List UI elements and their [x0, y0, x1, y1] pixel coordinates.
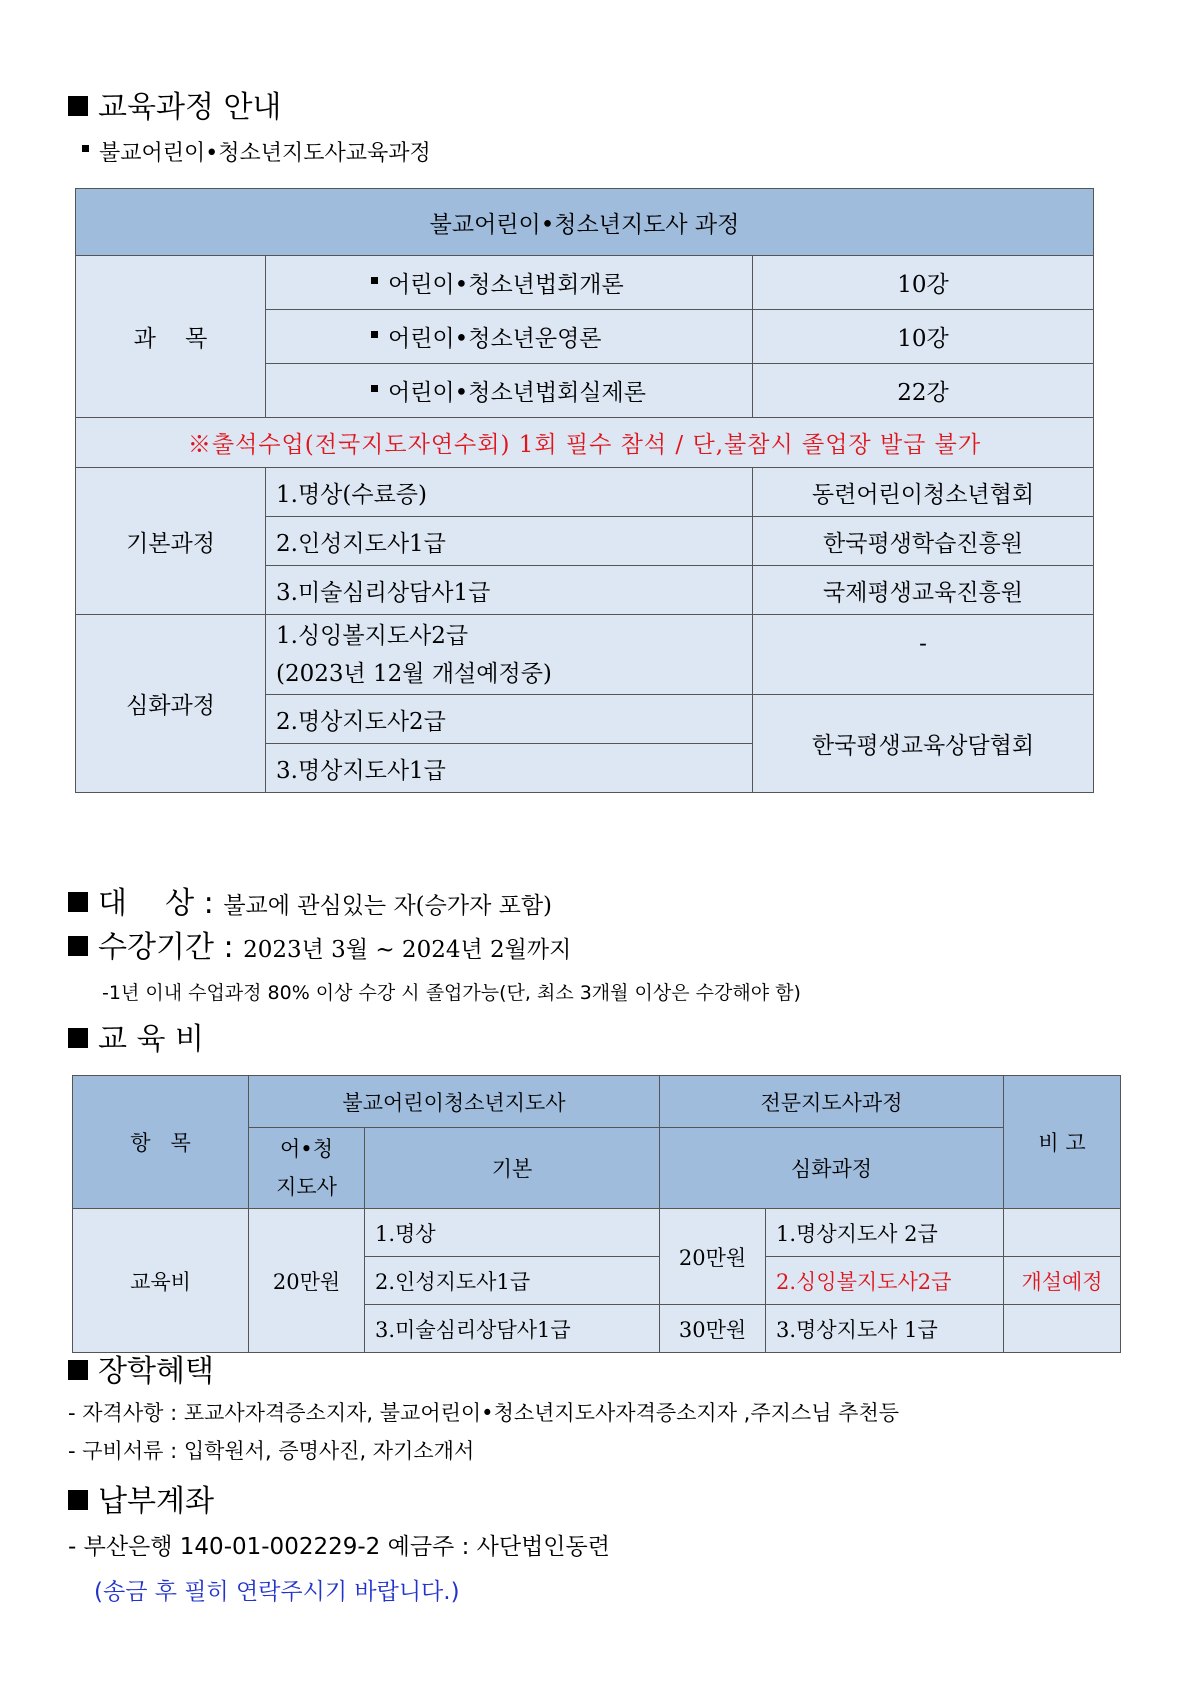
- fee-adv-note: 개설예정: [1004, 1257, 1121, 1305]
- fee-sub-label: 심화과정: [660, 1128, 1004, 1209]
- square-bullet-icon: [68, 96, 88, 116]
- payment-account: - 부산은행 140-01-002229-2 예금주 : 사단법인동련: [68, 1534, 610, 1560]
- fee-item-label: 항 목: [73, 1076, 249, 1209]
- small-square-bullet-icon: [371, 331, 378, 338]
- subject-lectures: 10강: [753, 256, 1094, 310]
- scholarship-title: [68, 1346, 214, 1390]
- basic-course-name: 2.인성지도사1급: [266, 517, 753, 566]
- scholarship-line: - 구비서류 : 입학원서, 증명사진, 자기소개서: [68, 1439, 475, 1463]
- fee-note-empty: [1004, 1209, 1121, 1257]
- small-square-bullet-icon: [82, 145, 89, 152]
- subject-row: [266, 310, 753, 364]
- advanced-course-name: 1.싱잉볼지도사2급: [276, 622, 469, 649]
- advanced-course-label: 심화과정: [76, 615, 266, 793]
- subject-row: [266, 364, 753, 418]
- square-bullet-icon: [68, 1028, 88, 1048]
- subject-row: [266, 256, 753, 310]
- period-line: [68, 922, 571, 966]
- basic-course-label: 기본과정: [76, 468, 266, 615]
- small-square-bullet-icon: [371, 277, 378, 284]
- period-value: 2023년 3월 ~ 2024년 2월까지: [243, 937, 572, 963]
- square-bullet-icon: [68, 1490, 88, 1510]
- advanced-course-name: 3.명상지도사1급: [266, 744, 753, 793]
- square-bullet-icon: [68, 1360, 88, 1380]
- fee-basic-course: 2.인성지도사1급: [365, 1257, 660, 1305]
- course-section-title: [68, 82, 281, 126]
- subjects-label: 과 목: [76, 256, 266, 418]
- payment-title: [68, 1476, 214, 1520]
- fee-sub-label-line: 어•청: [280, 1137, 333, 1161]
- subject-name: 어린이•청소년법회개론: [388, 272, 624, 298]
- fee-sub-label: 기본: [365, 1128, 660, 1209]
- fee-adv-course: 3.명상지도사 1급: [766, 1305, 1004, 1353]
- basic-course-org: 동련어린이청소년협회: [753, 468, 1094, 517]
- scholarship-title-text: 장학혜택: [98, 1354, 214, 1389]
- period-label: 수강기간: [98, 930, 214, 965]
- advanced-course-org: 한국평생교육상담협회: [753, 695, 1094, 793]
- basic-course-org: 한국평생학습진흥원: [753, 517, 1094, 566]
- advanced-course-note: (2023년 12월 개설예정중): [276, 660, 552, 687]
- fee-adv-amount: 30만원: [660, 1305, 766, 1353]
- basic-course-name: 3.미술심리상담사1급: [266, 566, 753, 615]
- course-subtitle-text: 불교어린이•청소년지도사교육과정: [99, 141, 431, 166]
- subject-lectures: 10강: [753, 310, 1094, 364]
- advanced-course-cell: [266, 615, 753, 695]
- attendance-notice: ※출석수업(전국지도자연수회) 1회 필수 참석 / 단,불참시 졸업장 발급 불가: [76, 418, 1094, 468]
- target-label: 대 상: [98, 886, 195, 921]
- basic-course-org: 국제평생교육진흥원: [753, 566, 1094, 615]
- square-bullet-icon: [68, 936, 88, 956]
- basic-course-name: 1.명상(수료증): [266, 468, 753, 517]
- course-table: [75, 188, 1094, 793]
- fee-title-text: 교 육 비: [98, 1022, 205, 1057]
- period-separator: :: [223, 930, 234, 965]
- fee-title: [68, 1014, 204, 1058]
- fee-adv-amount: 20만원: [660, 1209, 766, 1305]
- target-line: [68, 878, 552, 922]
- fee-basic-course: 1.명상: [365, 1209, 660, 1257]
- subject-name: 어린이•청소년법회실제론: [388, 380, 646, 406]
- advanced-course-org-dash: -: [753, 615, 1094, 695]
- subject-name: 어린이•청소년운영론: [388, 326, 602, 352]
- fee-row-label: 교육비: [73, 1209, 249, 1353]
- fee-sub-label: [249, 1128, 365, 1209]
- fee-basic-course: 3.미술심리상담사1급: [365, 1305, 660, 1353]
- fee-group-label: 불교어린이청소년지도사: [249, 1076, 660, 1128]
- fee-sub-label-line: 지도사: [276, 1175, 337, 1199]
- fee-group-label: 전문지도사과정: [660, 1076, 1004, 1128]
- fee-adv-course: 1.명상지도사 2급: [766, 1209, 1004, 1257]
- fee-base-amount: 20만원: [249, 1209, 365, 1353]
- payment-note: (송금 후 필히 연락주시기 바랍니다.): [94, 1579, 460, 1605]
- period-note: -1년 이내 수업과정 80% 이상 수강 시 졸업가능(단, 최소 3개월 이상은 수강해야 함): [102, 982, 801, 1004]
- payment-title-text: 납부계좌: [98, 1484, 214, 1519]
- target-separator: :: [203, 886, 214, 921]
- fee-note-empty: [1004, 1305, 1121, 1353]
- scholarship-line: - 자격사항 : 포교사자격증소지자, 불교어린이•청소년지도사자격증소지자 ,주지스님 추천등: [68, 1401, 900, 1425]
- small-square-bullet-icon: [371, 385, 378, 392]
- fee-table: [72, 1075, 1121, 1353]
- fee-note-label: 비 고: [1004, 1076, 1121, 1209]
- subject-lectures: 22강: [753, 364, 1094, 418]
- advanced-course-name: 2.명상지도사2급: [266, 695, 753, 744]
- target-value: 불교에 관심있는 자(승가자 포함): [223, 893, 553, 919]
- course-title-text: 교육과정 안내: [98, 90, 282, 125]
- course-subtitle: [82, 136, 431, 167]
- course-table-header: 불교어린이•청소년지도사 과정: [76, 189, 1094, 256]
- fee-adv-course: 2.싱잉볼지도사2급: [766, 1257, 1004, 1305]
- square-bullet-icon: [68, 892, 88, 912]
